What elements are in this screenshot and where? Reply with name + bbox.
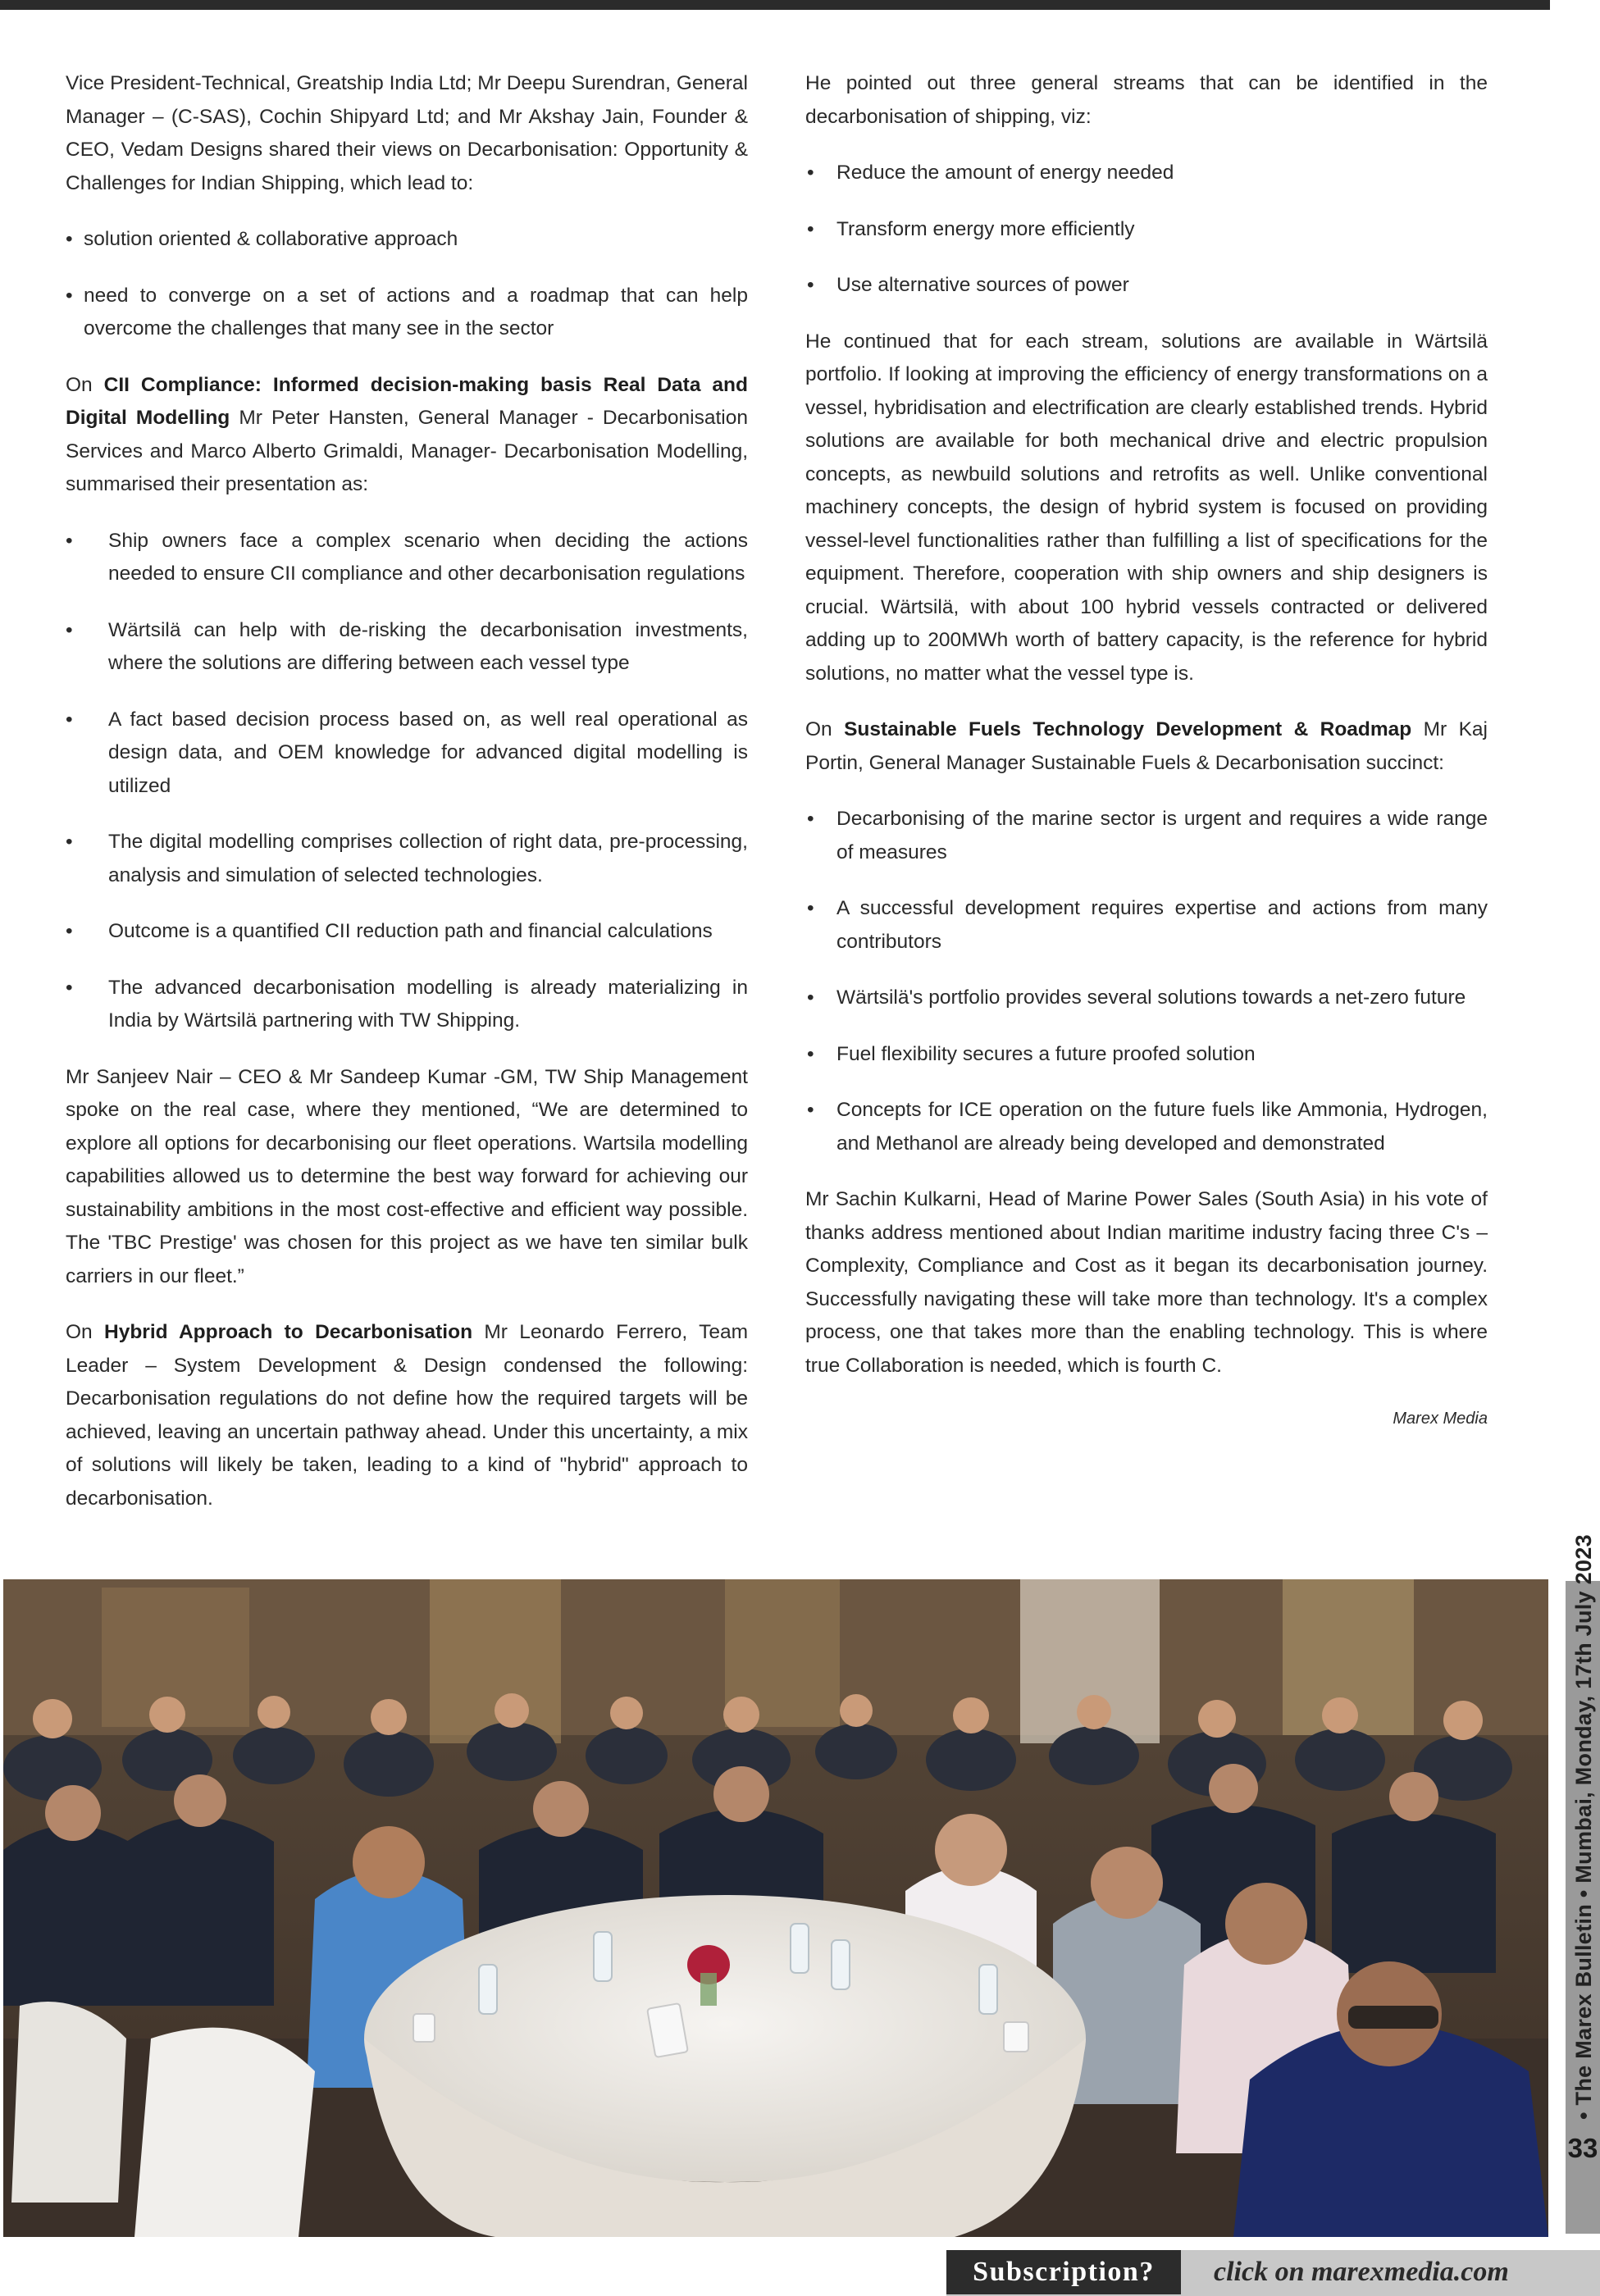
list-item: • Wärtsilä's portfolio provides several solutions towards a net-zero future [805,982,1488,1015]
list-item: • Fuel flexibility secures a future proofed solution [805,1038,1488,1072]
event-audience-photo [3,1579,1548,2237]
paragraph: Vice President-Technical, Greatship India Ltd; Mr Deepu Surendran, General Manager – (C-SAS), Cochin Shipyard Ltd; and Mr Akshay Jain, Founder & CEO, Vedam Designs shared their views on Decarbonisation: Opportunity & Challenges for Indian Shipping, which lead to: [66,72,748,194]
list-item: • need to converge on a set of actions and a roadmap that can help overcome the challenges that many see in the sector [66,280,748,346]
bullet-list [66,525,748,1038]
top-rule [0,0,1550,10]
list-item: • Transform energy more efficiently [805,213,1488,247]
list-item: • Outcome is a quantified CII reduction path and financial calculations [66,915,748,949]
list-item: • Concepts for ICE operation on the future fuels like Ammonia, Hydrogen, and Methanol are already being developed and demonstrated [805,1094,1488,1160]
list-item: • solution oriented & collaborative approach [66,223,748,257]
paragraph: On Sustainable Fuels Technology Development & Roadmap Mr Kaj Portin, General Manager Sustainable Fuels & Decarbonisation succinct: [805,718,1488,774]
bullet-list [805,803,1488,1160]
subscription-label[interactable]: Subscription? [946,2250,1181,2294]
paragraph: On Hybrid Approach to Decarbonisation Mr Leonardo Ferrero, Team Leader – System Development & Design condensed the following: Decarbonisation regulations do not define how the required targets will be achieved, leaving an uncertain pathway ahead. Under this uncertainty, a mix of solutions will likely be taken, leading to a kind of "hybrid" approach to decarbonisation. [66,1321,748,1510]
section-heading: Sustainable Fuels Technology Development & Roadmap [844,718,1412,740]
list-item: • Decarbonising of the marine sector is urgent and requires a wide range of measures [805,803,1488,869]
list-item: • A successful development requires expertise and actions from many contributors [805,892,1488,959]
section-heading: CII Compliance: Informed decision-making basis Real Data and Digital Modelling [66,373,748,429]
list-item: • A fact based decision process based on, as well real operational as design data, and OEM knowledge for advanced digital modelling is utilized [66,704,748,804]
section-heading: Hybrid Approach to Decarbonisation [104,1321,473,1343]
paragraph: He continued that for each stream, solutions are available in Wärtsilä portfolio. If looking at improving the efficiency of energy transformations on a vessel, hybridisation and electrification are clearly established trends. Hybrid solutions are available for both mechanical drive and electric propulsion concepts, as newbuild solutions and retrofits as well. Unlike conventional machinery concepts, the design of hybrid system is focused on providing vessel-level functionalities rather than fulfilling a list of specifications for the equipment. Therefore, cooperation with ship owners and ship designers is crucial. Wärtsilä, with about 100 hybrid vessels contracted or delivered adding up to 200MWh worth of battery capacity, is the reference for hybrid solutions, no matter what the vessel type is. [805,330,1488,685]
subscription-link[interactable]: click on marexmedia.com [1214,2257,1509,2287]
paragraph: He pointed out three general streams that can be identified in the decarbonisation of shipping, viz: [805,72,1488,128]
list-item: • The digital modelling comprises collection of right data, pre-processing, analysis and simulation of selected technologies. [66,826,748,892]
paragraph: Mr Sachin Kulkarni, Head of Marine Power Sales (South Asia) in his vote of thanks address mentioned about Indian maritime industry facing three C's – Complexity, Compliance and Cost as it began its decarbonisation journey. Successfully navigating these will take more than technology. It's a complex process, one that takes more than the enabling technology. This is where true Collaboration is needed, which is fourth C. [805,1188,1488,1377]
photo-credit: Marex Media [1393,1410,1488,1428]
paragraph: Mr Sanjeev Nair – CEO & Mr Sandeep Kumar -GM, TW Ship Management spoke on the real case, where they mentioned, “We are determined to explore all options for decarbonising our fleet operations. Wartsila modelling capabilities allowed us to determine the best way forward for achieving our sustainability ambitions in the most cost-effective and efficient way possible. The 'TBC Prestige' was chosen for this project as we have ten similar bulk carriers in our fleet.” [66,1065,748,1287]
list-item: • The advanced decarbonisation modelling is already materializing in India by Wärtsilä partnering with TW Shipping. [66,972,748,1038]
list-item: • Ship owners face a complex scenario when deciding the actions needed to ensure CII compliance and other decarbonisation regulations [66,525,748,591]
list-item: • Wärtsilä can help with de-risking the decarbonisation investments, where the solutions are differing between each vessel type [66,614,748,681]
article-left-column [66,67,748,1538]
article-right-column [805,67,1488,1436]
paragraph: On CII Compliance: Informed decision-making basis Real Data and Digital Modelling Mr Peter Hansten, General Manager - Decarbonisation Services and Marco Alberto Grimaldi, Manager- Decarbonisation Modelling, summarised their presentation as: [66,373,748,495]
bullet-list [805,157,1488,303]
page-number: 33 [1566,2124,1600,2173]
list-item: • Reduce the amount of energy needed [805,157,1488,190]
list-item: • Use alternative sources of power [805,269,1488,303]
bullet-list [66,223,748,346]
